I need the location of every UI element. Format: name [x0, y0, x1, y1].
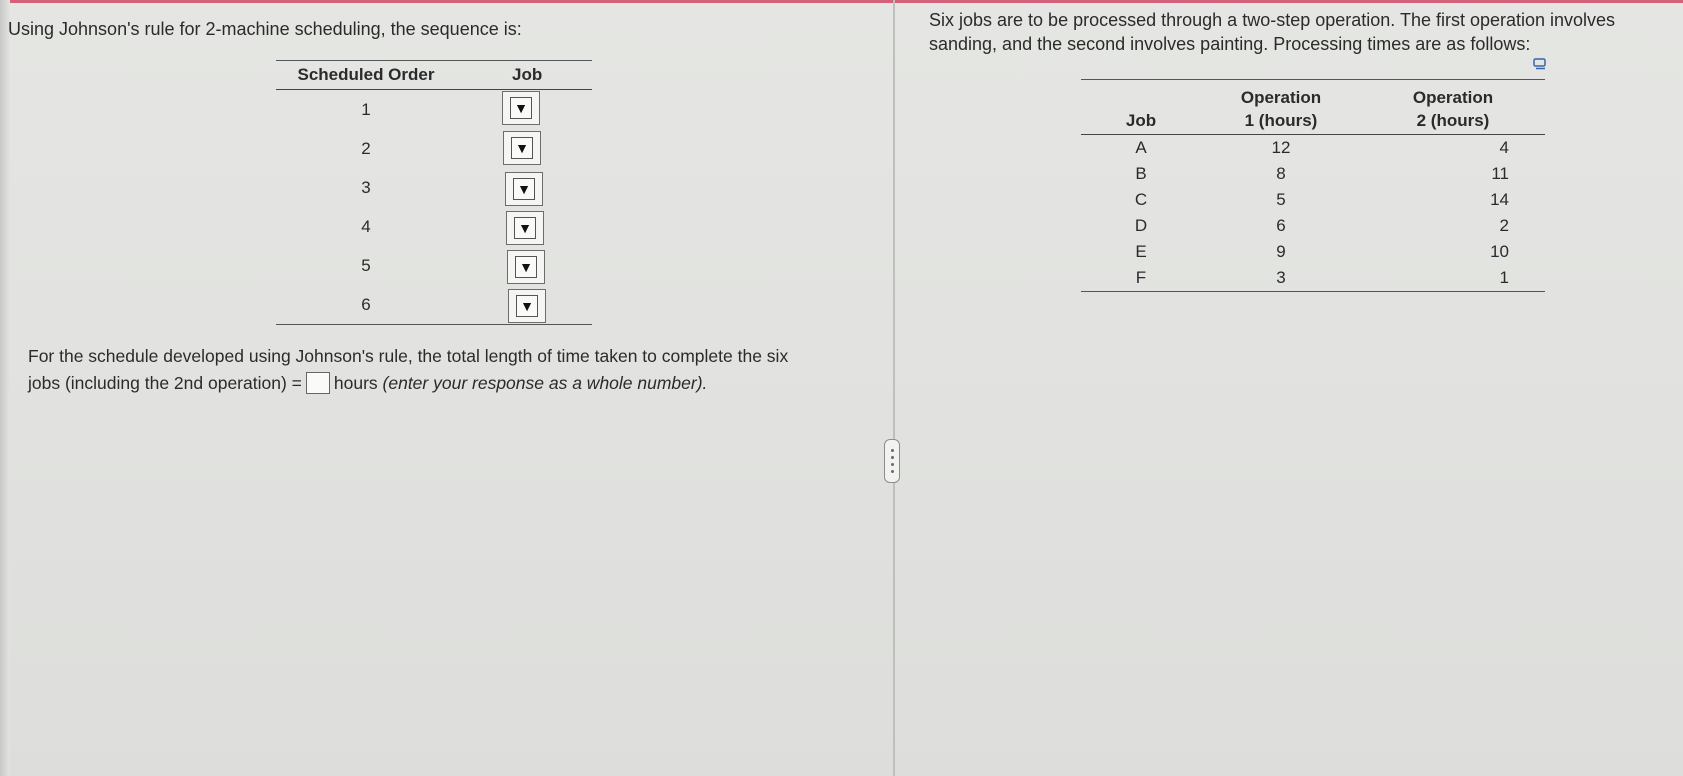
chevron-down-icon: ▼ — [511, 137, 533, 159]
chevron-down-icon: ▼ — [515, 256, 537, 278]
op2-hours: 2 — [1499, 216, 1509, 235]
order-number: 2 — [361, 138, 371, 158]
op2-hours: 11 — [1491, 164, 1509, 183]
sequence-prompt: Using Johnson's rule for 2-machine scheduling, the sequence is: — [8, 19, 522, 39]
grip-dot — [891, 470, 894, 473]
pane-divider — [893, 0, 895, 776]
op1-hours: 6 — [1276, 216, 1286, 235]
question-instruction: (enter your response as a whole number). — [382, 373, 708, 393]
job-id: D — [1134, 216, 1148, 235]
schedule-table — [276, 60, 592, 325]
schedule-table-header — [276, 61, 592, 90]
order-number: 5 — [361, 255, 371, 275]
chevron-down-icon: ▼ — [514, 217, 536, 239]
header-job: Job — [1081, 80, 1201, 135]
op2-hours: 1 — [1499, 268, 1509, 287]
op1-hours: 12 — [1271, 138, 1291, 157]
order-number: 1 — [361, 99, 371, 119]
table-row — [1081, 265, 1545, 292]
op1-hours: 3 — [1276, 268, 1286, 287]
question-units: hours — [333, 373, 378, 393]
job-select-3[interactable] — [505, 172, 543, 206]
question-line-1: For the schedule developed using Johnson's rule, the total length of time taken to complete the six — [28, 346, 789, 366]
table-row — [1081, 135, 1545, 162]
header-op1-line1: Operation — [1240, 88, 1322, 107]
table-row — [1081, 161, 1545, 187]
problem-statement: Six jobs are to be processed through a two-step operation. The first operation involves sanding, and the second involves painting. Processing times are as follows: — [929, 10, 1616, 54]
table-row — [276, 207, 592, 246]
op2-hours: 10 — [1490, 242, 1509, 261]
header-operation-2 — [1361, 80, 1545, 135]
job-id: C — [1134, 190, 1148, 209]
question-line-2-prefix: jobs (including the 2nd operation) = — [28, 373, 302, 393]
grip-dot — [891, 449, 894, 452]
job-select-4[interactable] — [506, 211, 544, 245]
chevron-down-icon: ▼ — [513, 178, 535, 200]
op2-hours: 14 — [1490, 190, 1509, 209]
table-row — [1081, 187, 1545, 213]
problem-pane — [896, 0, 1683, 776]
times-table-header — [1081, 80, 1545, 135]
job-select-5[interactable] — [507, 250, 545, 284]
processing-times-table — [1081, 79, 1545, 292]
job-id: A — [1135, 138, 1147, 157]
order-number: 4 — [361, 216, 371, 236]
job-select-1[interactable] — [502, 91, 540, 125]
job-select-6[interactable] — [508, 289, 546, 323]
table-row — [276, 90, 592, 130]
grip-dot — [891, 456, 894, 459]
total-time-question — [28, 343, 858, 397]
table-row — [1081, 239, 1545, 265]
job-id: E — [1135, 242, 1147, 261]
header-op1-line2: 1 (hours) — [1244, 111, 1318, 130]
header-op2-line2: 2 (hours) — [1416, 111, 1490, 130]
header-scheduled-order: Scheduled Order — [276, 61, 456, 90]
op1-hours: 8 — [1276, 164, 1286, 183]
op2-hours: 4 — [1499, 138, 1509, 157]
op1-hours: 9 — [1276, 242, 1286, 261]
chevron-down-icon: ▼ — [510, 97, 532, 119]
table-row — [276, 168, 592, 207]
order-number: 3 — [361, 177, 371, 197]
order-number: 6 — [361, 294, 371, 314]
chevron-down-icon: ▼ — [516, 295, 538, 317]
header-op2-line1: Operation — [1412, 88, 1494, 107]
job-id: F — [1135, 268, 1147, 287]
table-row — [1081, 213, 1545, 239]
op1-hours: 5 — [1276, 190, 1286, 209]
header-operation-1 — [1201, 80, 1361, 135]
total-time-input[interactable] — [306, 372, 330, 394]
job-select-2[interactable] — [503, 131, 541, 165]
header-job: Job — [456, 61, 592, 90]
job-id: B — [1135, 164, 1147, 183]
table-row — [276, 129, 592, 168]
grip-dot — [891, 463, 894, 466]
copy-data-icon[interactable] — [1533, 58, 1547, 70]
